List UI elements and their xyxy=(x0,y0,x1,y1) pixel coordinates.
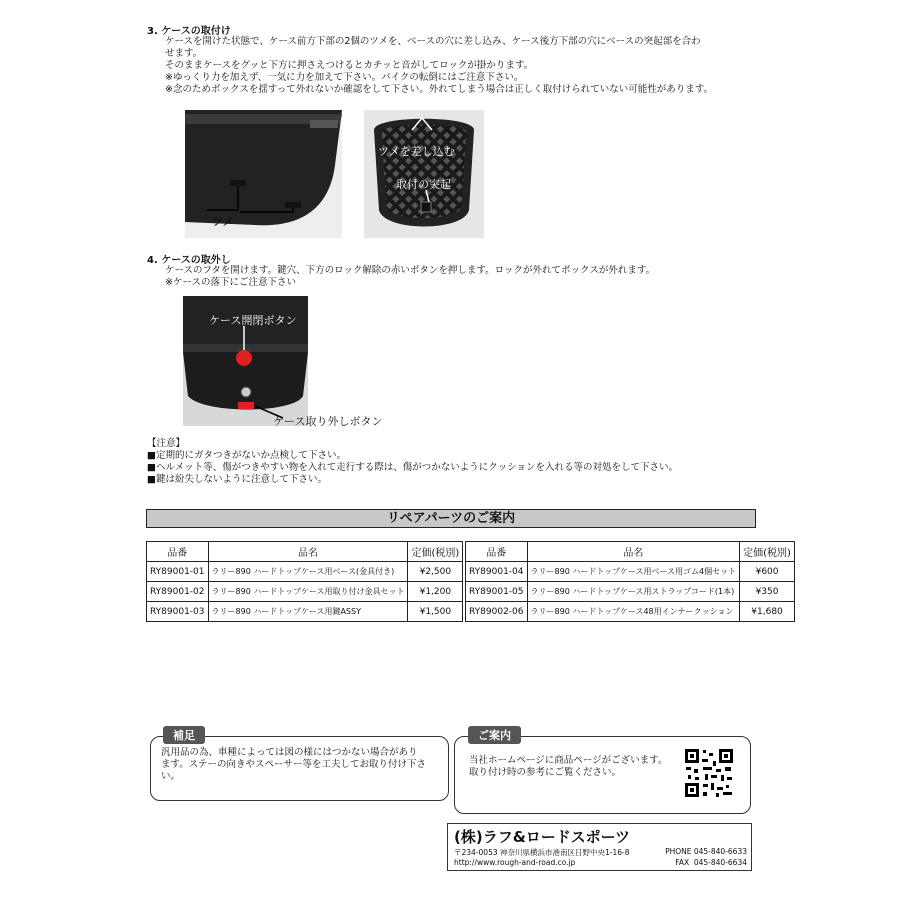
repair-table-right xyxy=(465,541,795,622)
section3-line: ※ゆっくり力を加えず、一気に力を加えて下さい。バイクの転倒にはご注意下さい。 xyxy=(165,72,524,83)
part-price: ¥350 xyxy=(740,582,795,602)
company-phone: PHONE 045-840-6633 xyxy=(665,847,747,856)
col-code: 品番 xyxy=(147,542,209,562)
supplement-tag: 補足 xyxy=(163,726,205,744)
case-buttons-photo xyxy=(183,296,308,426)
part-code: RY89001-04 xyxy=(466,562,528,582)
part-price: ¥1,200 xyxy=(408,582,463,602)
part-price: ¥2,500 xyxy=(408,562,463,582)
part-name: ラリー890 ハードトップケース用ストラップコード(1本) xyxy=(527,582,740,602)
supplement-line: ます。ステーの向きやスペーサー等を工夫してお取り付け下さ xyxy=(161,759,427,770)
company-fax: FAX 045-840-6634 xyxy=(675,858,747,867)
guide-line: 取り付け時の参考にご覧ください。 xyxy=(469,767,622,778)
col-name: 品名 xyxy=(527,542,740,562)
base-plate-photo xyxy=(364,110,484,238)
part-name: ラリー890 ハードトップケース48用インナークッション xyxy=(527,602,740,622)
table-row xyxy=(147,582,463,602)
table-row xyxy=(147,562,463,582)
company-url[interactable]: http://www.rough-and-road.co.jp xyxy=(454,858,576,867)
col-name: 品名 xyxy=(208,542,408,562)
insert-claw-label: ツメを差し込む xyxy=(378,145,455,158)
col-price: 定価(税別) xyxy=(740,542,795,562)
company-name: (株)ラフ&ロードスポーツ xyxy=(454,828,631,846)
repair-table-left xyxy=(146,541,463,622)
part-code: RY89001-02 xyxy=(147,582,209,602)
guide-text xyxy=(469,755,667,779)
table-header-row xyxy=(147,542,463,562)
section4-line: ケースのフタを開けます。鍵穴、下方のロック解除の赤いボタンを押します。ロックが外れてボックスが外れます。 xyxy=(165,265,656,276)
base-plate-illustration xyxy=(364,110,484,238)
part-price: ¥600 xyxy=(740,562,795,582)
section3-line: せます。 xyxy=(165,48,203,59)
supplement-text xyxy=(161,747,426,783)
notes xyxy=(147,438,678,486)
section4-body xyxy=(165,265,655,289)
section3-title: 3. ケースの取付け xyxy=(147,26,231,37)
mount-protrusion-label: 取付の突起 xyxy=(396,178,451,191)
company-info xyxy=(447,823,752,871)
part-name: ラリー890 ハードトップケース用鍵ASSY xyxy=(208,602,408,622)
note-line: ■定期的にガタつきがないか点検して下さい。 xyxy=(147,450,346,461)
section3-line: ※念のためボックスを揺すって外れないか確認をして下さい。外れてしまう場合は正しく取付けられていない可能性があります。 xyxy=(165,84,714,95)
part-code: RY89001-05 xyxy=(466,582,528,602)
note-line: ■鍵は紛失しないように注意して下さい。 xyxy=(147,474,327,485)
section3-line: そのままケースをグッと下方に押さえつけるとカチッと音がしてロックが掛かります。 xyxy=(165,60,534,71)
supplement-line: い。 xyxy=(161,771,181,782)
col-code: 品番 xyxy=(466,542,528,562)
part-name: ラリー890 ハードトップケース用取り付け金具セット xyxy=(208,582,408,602)
table-row xyxy=(466,582,795,602)
notes-title: 【注意】 xyxy=(147,438,186,449)
remove-button-label: ケース取り外しボタン xyxy=(273,415,383,428)
part-name: ラリー890 ハードトップケース用ベース用ゴム4個セット xyxy=(527,562,740,582)
company-address: 〒234-0053 神奈川県横浜市港南区日野中央1-16-8 xyxy=(454,848,630,857)
note-line: ■ヘルメット等、傷がつきやすい物を入れて走行する際は、傷がつかないようにクッションを入れる等の対処をして下さい。 xyxy=(147,462,679,473)
table-header-row xyxy=(466,542,795,562)
section4-line: ※ケースの落下にご注意下さい xyxy=(165,277,296,288)
col-price: 定価(税別) xyxy=(408,542,463,562)
section4-title: 4. ケースの取外し xyxy=(147,255,231,266)
case-claw-illustration xyxy=(185,110,342,238)
part-code: RY89002-06 xyxy=(466,602,528,622)
section3-body xyxy=(165,36,713,96)
claw-label: ツメ xyxy=(212,215,234,228)
part-price: ¥1,500 xyxy=(408,602,463,622)
part-price: ¥1,680 xyxy=(740,602,795,622)
table-row xyxy=(466,602,795,622)
part-code: RY89001-03 xyxy=(147,602,209,622)
table-row xyxy=(147,602,463,622)
guide-line: 当社ホームページに商品ページがございます。 xyxy=(469,755,668,766)
supplement-box xyxy=(150,736,449,801)
qr-code-icon xyxy=(683,747,735,799)
guide-box xyxy=(454,736,751,814)
case-claw-photo xyxy=(185,110,342,238)
open-button-label: ケース開閉ボタン xyxy=(209,314,297,327)
part-code: RY89001-01 xyxy=(147,562,209,582)
supplement-line: 汎用品の為、車種によっては図の様にはつかない場合があり xyxy=(161,747,418,758)
repair-parts-banner: リペアパーツのご案内 xyxy=(146,509,756,528)
guide-tag: ご案内 xyxy=(468,726,521,744)
section3-line: ケースを開けた状態で、ケース前方下部の2個のツメを、ベースの穴に差し込み、ケース後方下部の穴にベースの突起部を合わ xyxy=(165,36,701,47)
part-name: ラリー890 ハードトップケース用ベース(金具付き) xyxy=(208,562,408,582)
table-row xyxy=(466,562,795,582)
